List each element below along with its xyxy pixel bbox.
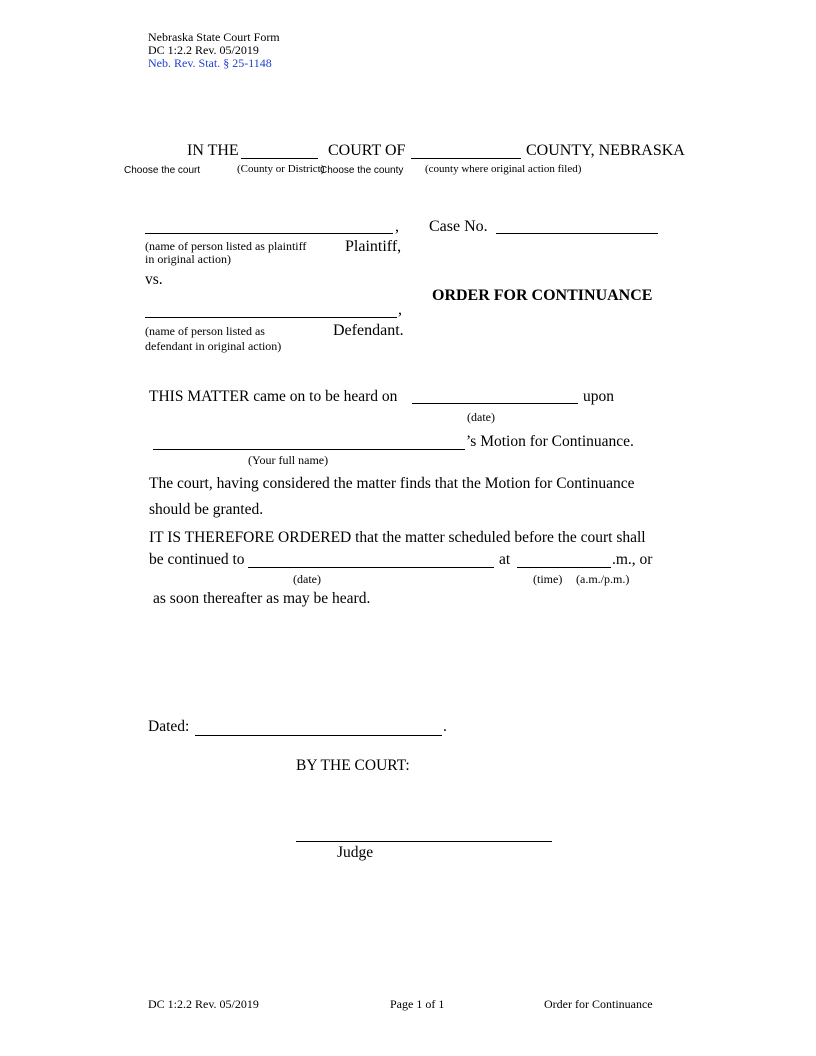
form-code: DC 1:2.2 Rev. 05/2019 [148, 43, 259, 57]
movant-name-field[interactable] [153, 449, 465, 450]
defendant-hint-2: defendant in original action) [145, 339, 282, 353]
plaintiff-comma: , [395, 218, 399, 235]
court-type-field[interactable] [241, 158, 318, 159]
judge-label: Judge [337, 844, 374, 861]
judge-signature-line[interactable] [296, 841, 552, 842]
caption-county-nebraska: COUNTY, NEBRASKA [526, 142, 685, 159]
motion-suffix: ’s Motion for Continuance. [466, 433, 634, 450]
time-hint: (time) [533, 572, 563, 586]
continued-date-field[interactable] [248, 567, 494, 568]
finding-line-1: The court, having considered the matter finds that the Motion for Continuance [149, 475, 635, 492]
ordered-at: at [499, 551, 511, 568]
date-hint-2: (date) [293, 572, 321, 586]
heard-suffix: upon [583, 388, 614, 405]
county-or-district-hint: (County or District) [237, 163, 325, 175]
case-no-field[interactable] [496, 233, 658, 234]
dated-period: . [443, 718, 447, 735]
continued-time-field[interactable] [517, 567, 611, 568]
finding-line-2: should be granted. [149, 501, 264, 518]
case-no-label: Case No. [429, 218, 488, 235]
dated-field[interactable] [195, 735, 442, 736]
ordered-prefix: be continued to [149, 551, 245, 568]
footer-page: Page 1 of 1 [390, 997, 445, 1011]
caption-court-of: COURT OF [328, 142, 406, 159]
defendant-hint-1: (name of person listed as [145, 324, 265, 338]
document-title: ORDER FOR CONTINUANCE [432, 287, 653, 304]
footer-form-code: DC 1:2.2 Rev. 05/2019 [148, 997, 259, 1011]
ordered-suffix: .m., or [612, 551, 653, 568]
ordered-line-3: as soon thereafter as may be heard. [153, 590, 371, 607]
caption-in-the: IN THE [187, 142, 239, 159]
county-hint: (county where original action filed) [425, 163, 582, 175]
heard-prefix: THIS MATTER came on to be heard on [149, 388, 398, 405]
plaintiff-hint-1: (name of person listed as plaintiff [145, 239, 307, 253]
name-hint: (Your full name) [248, 453, 329, 467]
footer-title: Order for Continuance [544, 997, 653, 1011]
dated-label: Dated: [148, 718, 190, 735]
defendant-label: Defendant. [333, 322, 404, 339]
plaintiff-name-field[interactable] [145, 233, 393, 234]
defendant-name-field[interactable] [145, 317, 397, 318]
county-field[interactable] [411, 158, 521, 159]
choose-county-dropdown[interactable]: Choose the county [320, 165, 404, 176]
statute-link[interactable]: Neb. Rev. Stat. § 25-1148 [148, 56, 272, 70]
by-the-court: BY THE COURT: [296, 757, 410, 774]
vs-label: vs. [145, 271, 163, 288]
plaintiff-hint-2: in original action) [145, 252, 231, 266]
form-name: Nebraska State Court Form [148, 30, 280, 44]
hearing-date-field[interactable] [412, 403, 578, 404]
choose-court-dropdown[interactable]: Choose the court [124, 165, 201, 176]
date-hint-1: (date) [467, 410, 495, 424]
plaintiff-label: Plaintiff, [345, 238, 402, 255]
defendant-comma: , [398, 301, 402, 318]
ampm-hint: (a.m./p.m.) [576, 572, 630, 586]
ordered-line-1: IT IS THEREFORE ORDERED that the matter scheduled before the court shall [149, 529, 646, 546]
